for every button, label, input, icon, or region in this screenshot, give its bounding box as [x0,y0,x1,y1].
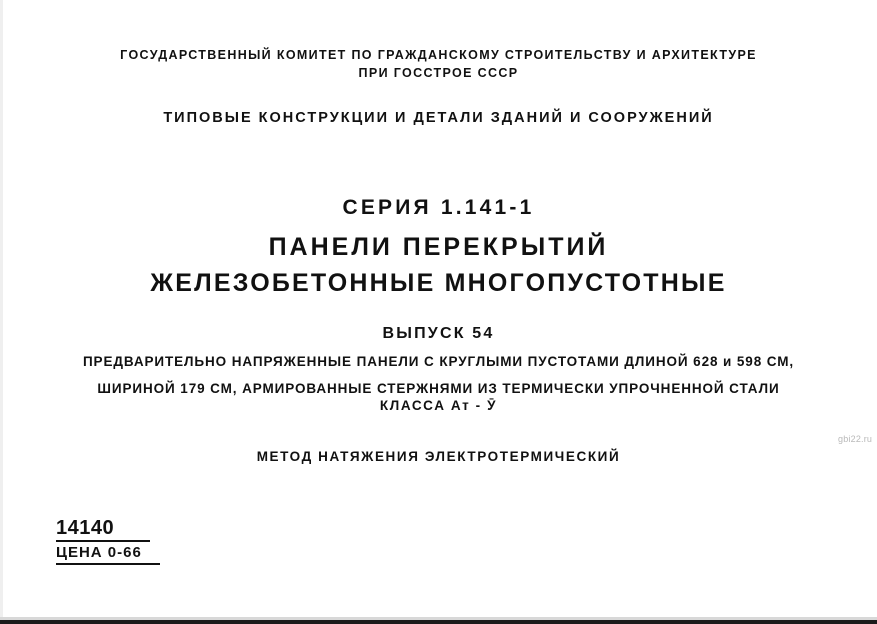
series-header: ТИПОВЫЕ КОНСТРУКЦИИ И ДЕТАЛИ ЗДАНИЙ И СООРУЖЕНИЙ [163,110,714,126]
scan-edge-left [0,0,3,624]
description-line-2: ШИРИНОЙ 179 СМ, АРМИРОВАННЫЕ СТЕРЖНЯМИ ИЗ ТЕРМИЧЕСКИ УПРОЧНЕННОЙ СТАЛИ [97,381,780,396]
method-line: МЕТОД НАТЯЖЕНИЯ ЭЛЕКТРОТЕРМИЧЕСКИЙ [256,449,621,464]
scan-edge-bottom [0,620,877,624]
watermark: gbi22.ru [838,434,873,444]
description-line-1: ПРЕДВАРИТЕЛЬНО НАПРЯЖЕННЫЕ ПАНЕЛИ С КРУГЛЫМИ ПУСТОТАМИ ДЛИНОЙ 628 и 598 СМ, [82,354,795,369]
stamp-code: 14140 [56,517,115,539]
price-stamp [56,517,160,565]
issue-number: ВЫПУСК 54 [382,325,495,342]
stamp-price: ЦЕНА 0-66 [56,544,142,561]
organization-line-1: ГОСУДАРСТВЕННЫЙ КОМИТЕТ ПО ГРАЖДАНСКОМУ СТРОИТЕЛЬСТВУ И АРХИТЕКТУРЕ [120,48,757,62]
stamp-rule-bottom [56,563,160,565]
stamp-rule-top [56,540,150,542]
title-line-2: ЖЕЛЕЗОБЕТОННЫЕ МНОГОПУСТОТНЫЕ [150,269,727,297]
description-line-3: КЛАССА Ат - Ӯ [379,398,498,413]
organization-line-2: ПРИ ГОССТРОЕ СССР [358,66,519,80]
title-line-1: ПАНЕЛИ ПЕРЕКРЫТИЙ [268,233,609,261]
series-number: СЕРИЯ 1.141-1 [342,196,535,219]
